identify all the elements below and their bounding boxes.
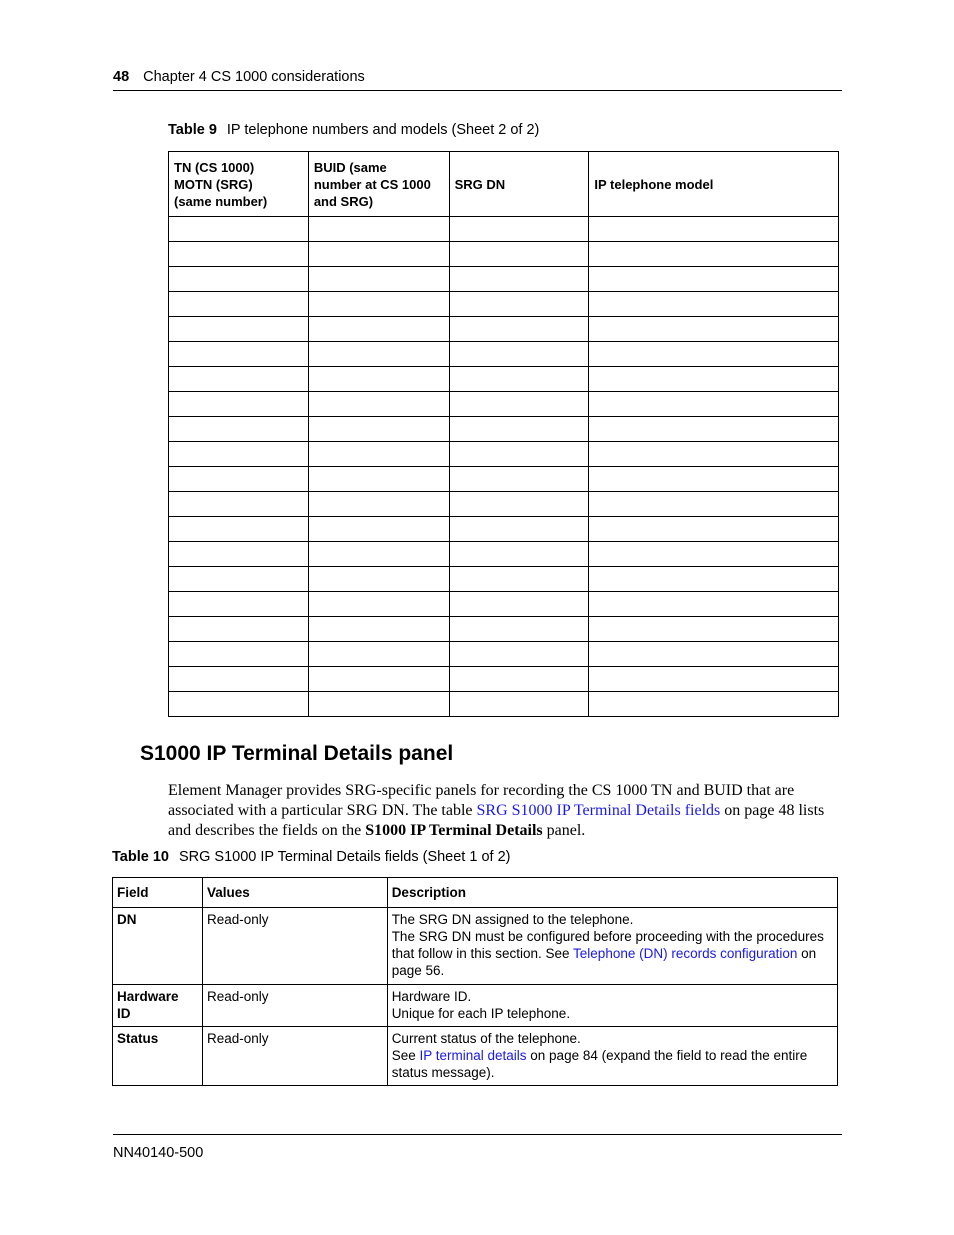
empty-cell [589, 367, 839, 392]
table9-caption [168, 122, 539, 138]
page-header [113, 69, 842, 91]
description-line [392, 928, 833, 979]
table-row [169, 617, 839, 642]
empty-cell [308, 667, 449, 692]
empty-cell [308, 467, 449, 492]
paragraph-text: on page 48 lists and describes the fields on the [168, 802, 825, 839]
table10-title: SRG S1000 IP Terminal Details fields (Sheet 1 of 2) [178, 849, 511, 865]
empty-cell [169, 567, 309, 592]
table10-col-field: Field [113, 878, 203, 908]
empty-cell [169, 342, 309, 367]
empty-cell [308, 217, 449, 242]
empty-cell [449, 692, 589, 717]
empty-cell [589, 267, 839, 292]
field-line: DN [117, 912, 137, 927]
description-line: Unique for each IP telephone. [391, 1006, 571, 1021]
empty-cell [449, 342, 589, 367]
empty-cell [308, 567, 449, 592]
empty-cell [308, 492, 449, 517]
table9-col-model [589, 152, 839, 217]
col-line: BUID (same [313, 159, 387, 175]
field-line: Status [117, 1031, 159, 1046]
table-row [169, 217, 839, 242]
empty-cell [589, 342, 839, 367]
paragraph-text: panel. [542, 822, 586, 839]
section-paragraph [168, 781, 840, 841]
col-line: MOTN (SRG) [174, 176, 253, 192]
empty-cell [169, 442, 309, 467]
empty-cell [589, 542, 839, 567]
table-row [113, 1027, 838, 1086]
table10-label: Table 10 [112, 849, 169, 865]
empty-cell [308, 267, 449, 292]
telephone-dn-records-link[interactable]: Telephone (DN) records configuration [573, 946, 798, 961]
empty-cell [169, 467, 309, 492]
document-number: NN40140-500 [113, 1145, 204, 1161]
empty-cell [449, 367, 589, 392]
empty-cell [308, 242, 449, 267]
empty-cell [449, 217, 589, 242]
empty-cell [449, 542, 589, 567]
empty-cell [169, 667, 309, 692]
description-line [392, 1047, 833, 1081]
table10-caption [112, 849, 510, 865]
paragraph-text: Element Manager provides SRG-specific panels for recording the CS 1000 TN and BUID that are associated with a particular SRG DN. The table [168, 782, 795, 819]
empty-cell [449, 617, 589, 642]
table-row [169, 392, 839, 417]
empty-cell [169, 617, 309, 642]
value-cell: Read-only [202, 908, 387, 985]
page-footer [113, 1134, 842, 1161]
table9-col-buid [308, 152, 449, 217]
table-row [169, 342, 839, 367]
chapter-title: Chapter 4 CS 1000 considerations [143, 69, 365, 85]
col-line: number at CS 1000 [313, 176, 431, 192]
field-line: ID [117, 1006, 131, 1021]
panel-name: S1000 IP Terminal Details [365, 822, 543, 839]
empty-cell [449, 442, 589, 467]
empty-cell [449, 292, 589, 317]
empty-cell [449, 642, 589, 667]
empty-cell [449, 417, 589, 442]
empty-cell [589, 392, 839, 417]
description-text: on page 84 (expand the field to read the entire status message). [391, 1048, 808, 1080]
table9-title: IP telephone numbers and models (Sheet 2 of 2) [226, 122, 540, 138]
description-text: See [391, 1048, 420, 1063]
table-row [113, 908, 838, 985]
table-row [169, 492, 839, 517]
table10-col-description: Description [387, 878, 837, 908]
field-cell [113, 985, 203, 1027]
table9-body [169, 217, 839, 717]
description-cell [387, 985, 837, 1027]
col-line: and SRG) [313, 193, 374, 209]
empty-cell [169, 367, 309, 392]
empty-cell [449, 267, 589, 292]
empty-cell [308, 342, 449, 367]
empty-cell [589, 317, 839, 342]
table-row [169, 417, 839, 442]
table-row [169, 642, 839, 667]
empty-cell [169, 417, 309, 442]
empty-cell [308, 442, 449, 467]
col-line: SRG DN [454, 176, 506, 192]
empty-cell [169, 642, 309, 667]
table-row [113, 985, 838, 1027]
empty-cell [169, 292, 309, 317]
empty-cell [169, 317, 309, 342]
empty-cell [449, 567, 589, 592]
description-cell [387, 1027, 837, 1086]
empty-cell [308, 592, 449, 617]
empty-cell [589, 567, 839, 592]
empty-cell [308, 692, 449, 717]
empty-cell [449, 317, 589, 342]
table-row [169, 267, 839, 292]
empty-cell [308, 642, 449, 667]
table9-header-row [169, 152, 839, 217]
table9-col-tn [169, 152, 309, 217]
empty-cell [308, 292, 449, 317]
empty-cell [169, 267, 309, 292]
empty-cell [169, 692, 309, 717]
empty-cell [589, 467, 839, 492]
table9-label: Table 9 [168, 122, 217, 138]
ip-terminal-details-link[interactable]: IP terminal details [419, 1048, 527, 1063]
empty-cell [589, 592, 839, 617]
page-number: 48 [113, 69, 130, 85]
empty-cell [449, 392, 589, 417]
empty-cell [308, 392, 449, 417]
table-row [169, 442, 839, 467]
empty-cell [589, 292, 839, 317]
table-row [169, 542, 839, 567]
table10-header-row [113, 878, 838, 908]
empty-cell [308, 317, 449, 342]
empty-cell [449, 242, 589, 267]
table10-col-values: Values [202, 878, 387, 908]
empty-cell [589, 242, 839, 267]
empty-cell [308, 617, 449, 642]
table-row [169, 567, 839, 592]
empty-cell [169, 392, 309, 417]
table-row [169, 592, 839, 617]
empty-cell [308, 542, 449, 567]
value-cell: Read-only [202, 1027, 387, 1086]
ip-telephone-numbers-table [168, 151, 839, 717]
description-text: on page 56. [391, 946, 817, 978]
empty-cell [308, 417, 449, 442]
col-line: IP telephone model [594, 176, 714, 192]
description-text: The SRG DN must be configured before proceeding with the procedures that follow in this section. See [391, 929, 824, 961]
empty-cell [169, 492, 309, 517]
empty-cell [169, 542, 309, 567]
table9-col-srg-dn [449, 152, 589, 217]
table-row [169, 292, 839, 317]
empty-cell [589, 517, 839, 542]
empty-cell [589, 617, 839, 642]
empty-cell [308, 517, 449, 542]
table-row [169, 667, 839, 692]
table-row [169, 317, 839, 342]
field-line: Hardware [117, 989, 179, 1004]
empty-cell [589, 417, 839, 442]
empty-cell [589, 667, 839, 692]
empty-cell [589, 492, 839, 517]
empty-cell [169, 592, 309, 617]
value-cell: Read-only [202, 985, 387, 1027]
terminal-details-fields-table [112, 877, 838, 1086]
col-line: TN (CS 1000) [174, 159, 255, 175]
empty-cell [589, 692, 839, 717]
empty-cell [589, 442, 839, 467]
table-row [169, 692, 839, 717]
description-line: The SRG DN assigned to the telephone. [391, 912, 634, 927]
empty-cell [589, 642, 839, 667]
description-line: Hardware ID. [391, 989, 472, 1004]
field-cell [113, 908, 203, 985]
empty-cell [169, 242, 309, 267]
table-row [169, 367, 839, 392]
empty-cell [169, 217, 309, 242]
empty-cell [449, 467, 589, 492]
table-row [169, 242, 839, 267]
empty-cell [449, 592, 589, 617]
empty-cell [449, 667, 589, 692]
field-cell [113, 1027, 203, 1086]
col-line: (same number) [174, 193, 268, 209]
empty-cell [449, 492, 589, 517]
empty-cell [169, 517, 309, 542]
description-cell [387, 908, 837, 985]
empty-cell [589, 217, 839, 242]
empty-cell [308, 367, 449, 392]
description-line: Current status of the telephone. [391, 1031, 581, 1046]
table10-link[interactable]: SRG S1000 IP Terminal Details fields [476, 802, 721, 819]
table-row [169, 467, 839, 492]
section-heading: S1000 IP Terminal Details panel [140, 742, 454, 765]
table-row [169, 517, 839, 542]
empty-cell [449, 517, 589, 542]
